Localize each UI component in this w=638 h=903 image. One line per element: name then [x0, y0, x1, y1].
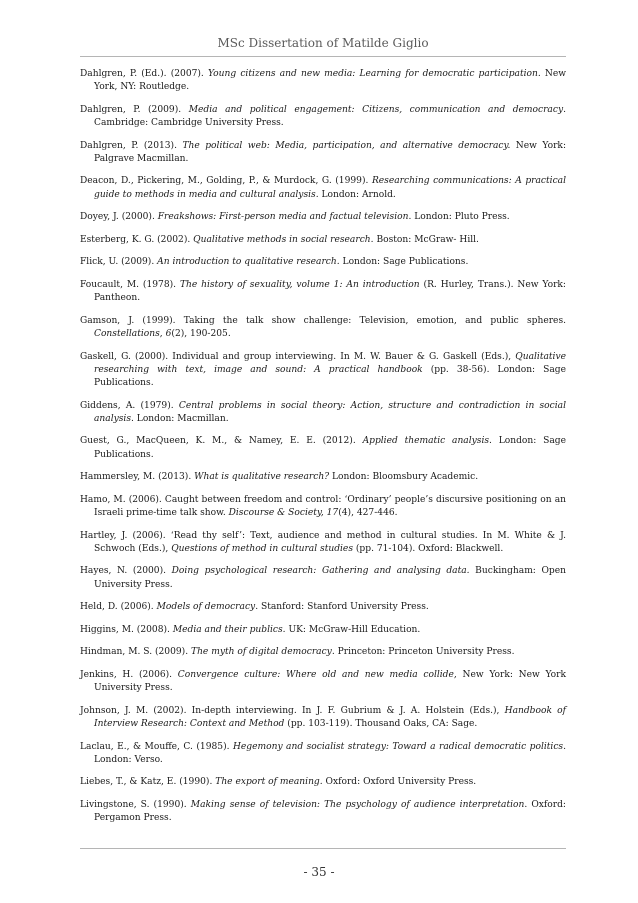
reference-item: Hayes, N. (2000). Doing psychological research: Gathering and analysing data. Buckingham: Open University Press.: [80, 566, 566, 590]
reference-item: Esterberg, K. G. (2002). Qualitative methods in social research. Boston: McGraw- Hill.: [80, 234, 479, 245]
reference-item: Higgins, M. (2008). Media and their publics. UK: McGraw-Hill Education.: [80, 624, 421, 635]
reference-item: Livingstone, S. (1990). Making sense of television: The psychology of audience interpretation. Oxford: Pergamon Press.: [80, 799, 566, 824]
reference-item: Johnson, J. M. (2002). In-depth interviewing. In J. F. Gubrium & J. A. Holstein (Eds.), Handbook of Interview Research: Context and Method (pp. 103-119). Thousand Oaks, CA: Sage.: [80, 705, 567, 729]
page-number: - 35 -: [303, 865, 335, 879]
reference-item: Foucault, M. (1978). The history of sexuality, volume 1: An introduction (R. Hurley, Trans.). New York: Pantheon.: [80, 279, 566, 304]
reference-item: Liebes, T., & Katz, E. (1990). The export of meaning. Oxford: Oxford University Press.: [80, 777, 477, 788]
reference-item: Hartley, J. (2006). ‘Read thy self’: Text, audience and method in cultural studies. In M. White & J. Schwoch (Eds.), Questions of method in cultural studies (pp. 71-104). Oxford: Blackwell.: [80, 530, 566, 554]
reference-item: Hammersley, M. (2013). What is qualitative research? London: Bloomsbury Academic.: [80, 472, 479, 483]
reference-item: Dahlgren, P. (Ed.). (2007). Young citizens and new media: Learning for democratic participation. New York, NY: Routledge.: [80, 69, 566, 93]
reference-item: Jenkins, H. (2006). Convergence culture: Where old and new media collide, New York: New York University Press.: [80, 669, 567, 694]
reference-item: Giddens, A. (1979). Central problems in social theory: Action, structure and contradiction in social analysis. London: Macmillan.: [80, 400, 566, 424]
reference-item: Doyey, J. (2000). Freakshows: First-person media and factual television. London: Pluto Press.: [80, 212, 510, 223]
running-header: MSc Dissertation of Matilde Giglio: [80, 36, 566, 57]
reference-item: Dahlgren, P. (2009). Media and political engagement: Citizens, communication and democracy. Cambridge: Cambridge University Press.: [80, 104, 566, 128]
reference-item: Deacon, D., Pickering, M., Golding, P., & Murdock, G. (1999). Researching communications: A practical guide to methods in media and cultural analysis. London: Arnold.: [80, 176, 566, 200]
reference-item: Gaskell, G. (2000). Individual and group interviewing. In M. W. Bauer & G. Gaskell (Eds.), Qualitative researching with text, image and sound: A practical handbook (pp. 38-56). London: Sage Publications.: [80, 351, 566, 388]
reference-item: Guest, G., MacQueen, K. M., & Namey, E. E. (2012). Applied thematic analysis. London: Sage Publications.: [80, 436, 566, 460]
reference-item: Hindman, M. S. (2009). The myth of digital democracy. Princeton: Princeton University Press.: [80, 647, 515, 658]
footer-rule: [80, 848, 566, 849]
reference-item: Hamo, M. (2006). Caught between freedom and control: ‘Ordinary’ people’s discursive positioning on an Israeli prime-time talk show. Discourse & Society, 17(4), 427-446.: [80, 494, 566, 518]
reference-item: Held, D. (2006). Models of democracy. Stanford: Stanford University Press.: [80, 602, 429, 613]
reference-item: Laclau, E., & Mouffe, C. (1985). Hegemony and socialist strategy: Toward a radical democratic politics. London: Verso.: [80, 741, 566, 765]
reference-item: Dahlgren, P. (2013). The political web: Media, participation, and alternative democracy. New York: Palgrave Macmillan.: [80, 140, 567, 164]
reference-item: Flick, U. (2009). An introduction to qualitative research. London: Sage Publications.: [80, 257, 469, 268]
reference-item: Gamson, J. (1999). Taking the talk show challenge: Television, emotion, and public spheres. Constellations, 6(2), 190-205.: [80, 315, 566, 339]
reference-list: [80, 68, 566, 835]
